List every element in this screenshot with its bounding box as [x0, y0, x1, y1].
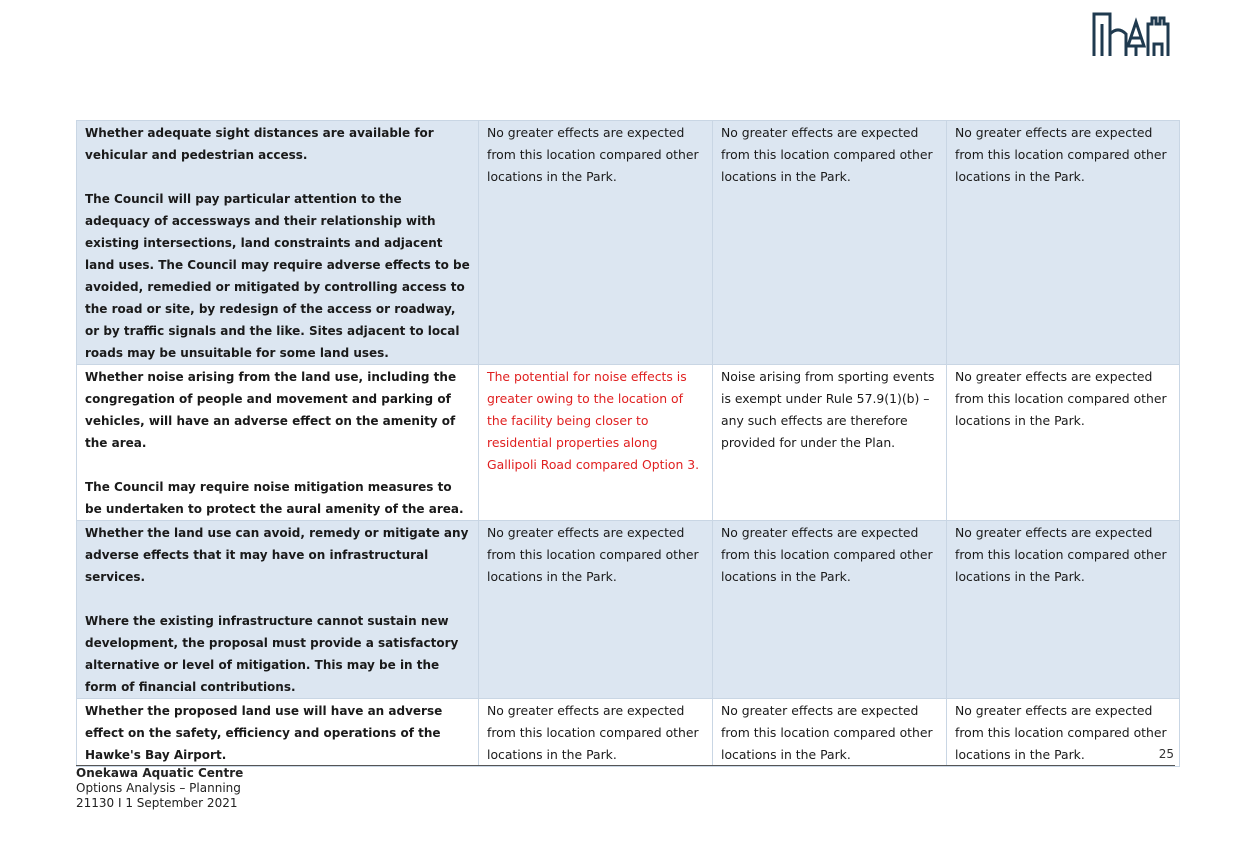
option-1-cell: The potential for noise effects is greater owing to the location of the facility being closer to residential properties along Gallipoli Road compared Option 3. [479, 365, 713, 521]
assessment-table [76, 120, 1180, 767]
criteria-cell [77, 365, 479, 521]
criteria-cell [77, 521, 479, 699]
criteria-question: Whether the land use can avoid, remedy or mitigate any adverse effects that it may have on infrastructural services. [85, 526, 469, 584]
criteria-explanation: Where the existing infrastructure cannot sustain new development, the proposal must provide a satisfactory alternative or level of mitigation. This may be in the form of financial contributions. [85, 614, 459, 694]
footer [76, 766, 243, 811]
footer-subtitle: Options Analysis – Planning [76, 781, 241, 795]
company-logo-icon [1090, 10, 1170, 58]
table-row [77, 699, 1180, 767]
criteria-cell [77, 121, 479, 365]
criteria-question: Whether adequate sight distances are available for vehicular and pedestrian access. [85, 126, 434, 162]
option-3-cell: No greater effects are expected from this location compared other locations in the Park. [947, 699, 1180, 767]
option-2-cell: No greater effects are expected from this location compared other locations in the Park. [713, 121, 947, 365]
option-2-cell: No greater effects are expected from this location compared other locations in the Park. [713, 699, 947, 767]
option-1-cell: No greater effects are expected from this location compared other locations in the Park. [479, 699, 713, 767]
option-2-cell: Noise arising from sporting events is exempt under Rule 57.9(1)(b) – any such effects are therefore provided for under the Plan. [713, 365, 947, 521]
criteria-explanation: The Council will pay particular attention to the adequacy of accessways and their relationship with existing intersections, land constraints and adjacent land uses. The Council may require adverse effects to be avoided, remedied or mitigated by controlling access to the road or site, by redesign of the access or roadway, or by traffic signals and the like. Sites adjacent to local roads may be unsuitable for some land uses. [85, 192, 470, 360]
table-row [77, 521, 1180, 699]
option-3-cell: No greater effects are expected from this location compared other locations in the Park. [947, 121, 1180, 365]
option-2-cell: No greater effects are expected from this location compared other locations in the Park. [713, 521, 947, 699]
option-3-cell: No greater effects are expected from this location compared other locations in the Park. [947, 521, 1180, 699]
table-row [77, 365, 1180, 521]
criteria-question: Whether the proposed land use will have an adverse effect on the safety, efficiency and operations of the Hawke's Bay Airport. [85, 704, 443, 762]
footer-title: Onekawa Aquatic Centre [76, 766, 244, 780]
table-row [77, 121, 1180, 365]
criteria-explanation: The Council may require noise mitigation measures to be undertaken to protect the aural amenity of the area. [85, 480, 464, 516]
option-1-cell: No greater effects are expected from this location compared other locations in the Park. [479, 521, 713, 699]
criteria-cell [77, 699, 479, 767]
footer-reference: 21130 I 1 September 2021 [76, 796, 238, 810]
option-1-cell: No greater effects are expected from this location compared other locations in the Park. [479, 121, 713, 365]
page-number: 25 [1158, 747, 1174, 761]
criteria-question: Whether noise arising from the land use, including the congregation of people and movement and parking of vehicles, will have an adverse effect on the amenity of the area. [85, 370, 457, 450]
option-3-cell: No greater effects are expected from this location compared other locations in the Park. [947, 365, 1180, 521]
